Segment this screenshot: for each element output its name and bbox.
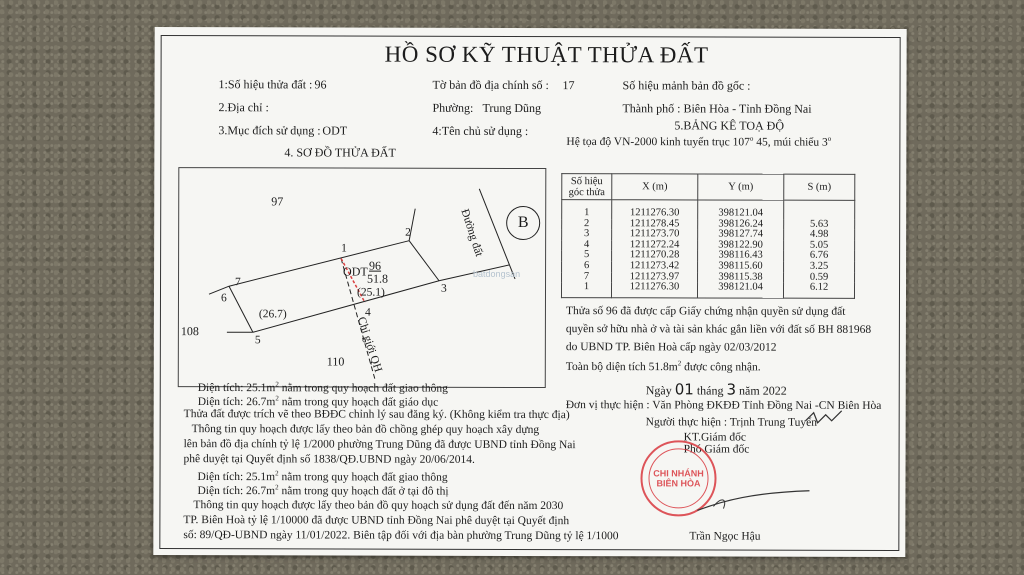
coordinates-heading: 5.BẢNG KÊ TOẠ ĐỘ [674,118,785,133]
y-cell: 398116.43 [698,251,784,262]
vertex-3: 3 [440,282,447,295]
x-cell: 1211276.30 [612,200,698,219]
s-cell: 6.76 [784,251,855,262]
x-cell: 1211276.30 [611,282,697,297]
ward-label: Phường: [432,100,474,115]
x-cell: 1211273.97 [612,272,698,283]
corner-number-cell: 3 [562,229,612,240]
seal-line-2: BIÊN HÒA [656,478,701,489]
coordinates-table [561,173,855,299]
vertex-1: 1 [341,242,347,255]
note-11: số: 89/QĐ-UBND ngày 11/01/2022. Biên tập đối với địa bàn phường Trung Dũng tỷ lệ 1/1000 [183,529,619,543]
note-8: Diện tích: $26.7m^2$ nằm trong quy hoạch đất ở tại đô thị [197,483,449,498]
header-y: Y (m) [698,174,784,200]
s-cell: 5.05 [784,240,855,251]
y-cell: 398121.04 [697,283,783,298]
area-planning-left: (26.7) [258,308,287,321]
date-line: Ngày 01 tháng 3 năm 2022 [645,380,787,399]
header-s: S (m) [784,174,855,200]
corner-number-cell: 1 [561,282,611,297]
certificate-line-1: Thửa số 96 đã được cấp Giấy chứng nhận quyền sử dụng đất [565,305,846,318]
coordinates-row [561,282,854,298]
land-use-purpose-value: ODT [322,123,348,138]
seal-line-1: CHI NHÁNH [653,468,704,479]
watermark: batdongsan [473,268,521,279]
note-5: lên bản đồ địa chính tỷ lệ 1/2000 phường Trung Dũng đã được UBND tỉnh Đồng Nai [183,438,576,452]
diagram-heading: 4. SƠ ĐỒ THỬA ĐẤT [284,145,396,160]
vertex-6: 6 [220,292,227,305]
parcel-108-label: 108 [180,324,199,339]
note-6: phê duyệt tại Quyết định số 1838/QĐ.UBND ngày 20/06/2014. [183,453,475,466]
x-cell: 1211272.24 [612,240,698,251]
vertex-7: 7 [235,276,241,289]
parcel-area: 51.8 [367,271,389,286]
corner-number-cell: 6 [562,261,612,272]
s-cell [784,200,855,219]
coordinates-header-row [562,174,855,201]
vertex-2: 2 [405,226,411,239]
certificate-line-2: quyền sở hữu nhà ở và tài sản khác gắn liền với đất số BH 881968 [565,323,872,336]
corner-number-cell: 1 [562,200,612,219]
address-label: 2.Địa chỉ : [218,100,269,115]
road-label: Đường đất [458,207,485,259]
parcel-number-label: 1:Số hiệu thửa đất : [218,77,313,92]
director-signature [693,486,813,516]
s-cell: 0.59 [784,272,855,283]
note-7: Diện tích: $25.1m^2$ nằm trong quy hoạch đất giao thông [197,469,448,484]
certificate-line-3: do UBND TP. Biên Hoà cấp ngày 02/03/2012 [565,341,777,354]
note-1: Diện tích: $25.1m^2$ nằm trong quy hoạch đất giao thông [197,380,448,395]
header-x: X (m) [612,174,698,200]
coordinate-system: Hệ tọa độ VN-2000 kinh tuyến trục 107$^o$ 45, múi chiếu 3$^o$ [566,134,832,149]
performer: Người thực hiện : Trịnh Trung Tuyến [645,416,817,429]
parcel-number-value: 96 [314,77,327,92]
note-4: Thông tin quy hoạch được lấy theo bản đồ chồng ghép quy hoạch xây dựng [191,423,540,437]
corner-number-cell: 5 [562,250,612,261]
header-corner-number: Số hiệu góc thửa [562,174,612,200]
y-cell: 398115.60 [698,261,784,272]
s-cell: 4.98 [784,230,855,241]
parcel-number: 96 [369,258,382,273]
note-9: Thông tin quy hoạch được lấy theo bản đồ quy hoạch sử dụng đất đến năm 2030 [193,499,564,513]
parcel-code: ODT [343,264,368,279]
note-2: Diện tích: $26.7m^2$ nằm trong quy hoạch đất giáo dục [197,394,439,409]
coordinates-row [562,200,855,220]
north-compass-icon: B [506,206,540,240]
y-cell: 398126.24 [698,219,784,230]
map-sheet-value: 17 [562,78,575,93]
document-sheet [153,27,906,557]
x-cell: 1211270.28 [612,251,698,262]
coordinates-row [562,261,855,272]
corner-number-cell: 7 [562,272,612,283]
map-sheet-label: Tờ bản đồ địa chính số : [432,77,549,93]
y-cell: 398121.04 [698,200,784,219]
signer-name: Trần Ngọc Hậu [689,530,761,543]
y-cell: 398122.90 [698,240,784,251]
vertex-5: 5 [254,334,261,347]
executing-unit: Đơn vị thực hiện : Văn Phòng ĐKĐĐ Tỉnh Đồng Nai -CN Biên Hòa [565,399,882,412]
owner-label: 4:Tên chủ sử dụng : [432,123,529,138]
s-cell: 3.25 [784,262,855,273]
parcel-97-label: 97 [271,194,284,209]
performer-signature [804,409,844,427]
x-cell: 1211273.70 [612,229,698,240]
area-planning-right: (25.1) [356,286,385,299]
y-cell: 398115.38 [698,272,784,283]
note-3: Thửa đất được trích vẽ theo BĐĐC chỉnh lý sau đăng ký. (Không kiểm tra thực địa) [183,408,570,422]
corner-number-cell: 2 [562,219,612,230]
city-line: Thành phố : Biên Hòa - Tỉnh Đồng Nai [622,101,812,116]
original-map-label: Số hiệu mảnh bản đồ gốc : [622,78,751,93]
planning-boundary-label: Chỉ giới QH [354,315,384,374]
kt-director: KT.Giám đốc [683,431,747,444]
y-cell: 398127.74 [698,230,784,241]
x-cell: 1211278.45 [612,219,698,230]
s-cell: 6.12 [783,283,854,298]
document-title: HỒ SƠ KỸ THUẬT THỬA ĐẤT [384,41,709,68]
note-10: TP. Biên Hoà tỷ lệ 1/10000 đã được UBND tỉnh Đồng Nai phê duyệt tại Quyết định [183,514,570,528]
certificate-line-4: Toàn bộ diện tích $51.8m^2$ được công nhận. [565,359,761,374]
s-cell: 5.63 [784,219,855,230]
vertex-4: 4 [364,306,371,319]
corner-number-cell: 4 [562,240,612,251]
ward-value: Trung Dũng [482,100,542,116]
x-cell: 1211273.42 [612,261,698,272]
land-use-purpose-label: 3.Mục đích sử dụng : [218,123,321,138]
vice-director: Phó Giám đốc [683,443,750,456]
parcel-110-label: 110 [326,354,345,369]
parcel-diagram [178,167,547,388]
